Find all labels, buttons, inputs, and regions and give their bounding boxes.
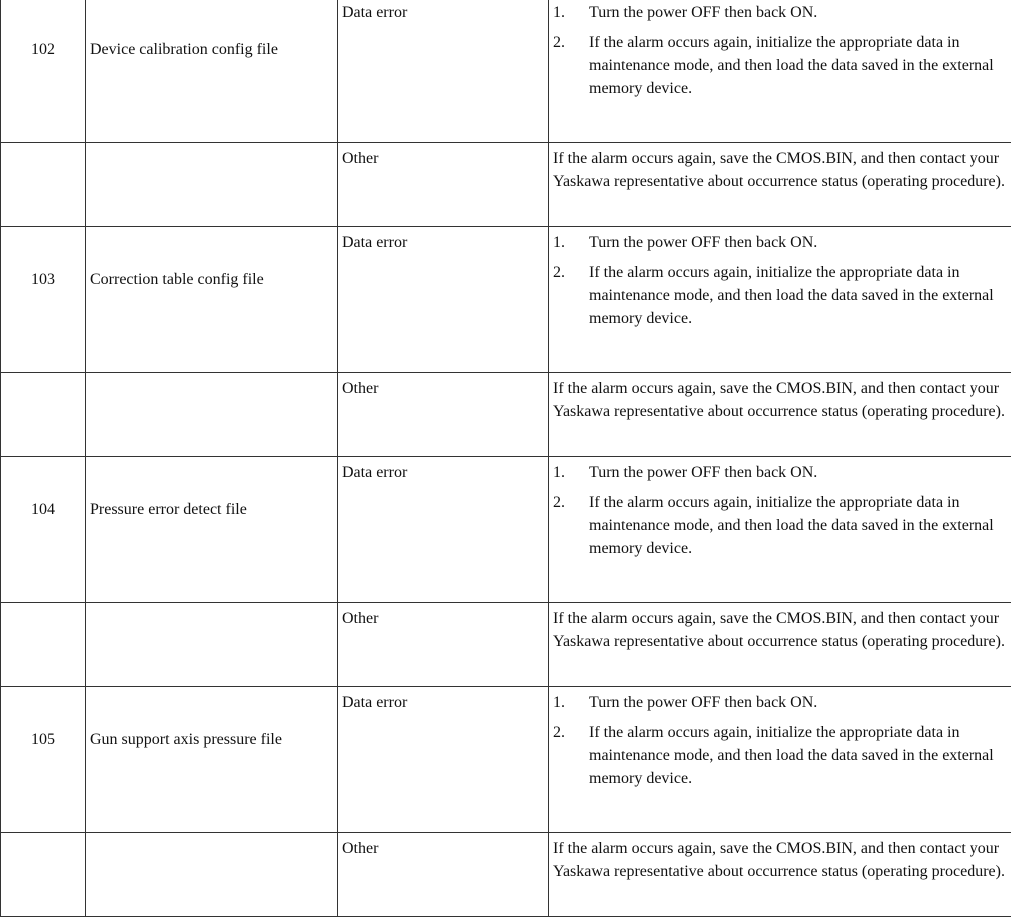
step-text: Turn the power OFF then back ON. xyxy=(589,691,1011,714)
empty-file-cell xyxy=(86,603,338,687)
step-number: 1. xyxy=(553,231,589,254)
step-text: Turn the power OFF then back ON. xyxy=(589,461,1011,484)
remedy-cell xyxy=(549,603,1011,687)
empty-file-cell xyxy=(86,143,338,227)
file-name-cell: Pressure error detect file xyxy=(86,457,338,603)
table-row xyxy=(1,457,1011,603)
empty-code-cell xyxy=(1,373,86,457)
file-name-cell: Correction table config file xyxy=(86,227,338,373)
remedy-text: If the alarm occurs again, save the CMOS.BIN, and then contact your Yaskawa representative about occurrence status (operating procedure). xyxy=(553,607,1011,653)
remedy-cell xyxy=(549,457,1011,603)
step-text: Turn the power OFF then back ON. xyxy=(589,231,1011,254)
list-item xyxy=(553,491,1011,560)
cause-cell: Data error xyxy=(338,227,549,373)
empty-code-cell xyxy=(1,833,86,917)
subcode-cell: 103 xyxy=(1,227,86,373)
cause-cell: Data error xyxy=(338,687,549,833)
list-item xyxy=(553,261,1011,330)
table-row xyxy=(1,603,1011,687)
step-number: 2. xyxy=(553,261,589,330)
remedy-steps xyxy=(553,231,1011,330)
cause-cell: Data error xyxy=(338,457,549,603)
subcode-cell: 105 xyxy=(1,687,86,833)
empty-file-cell xyxy=(86,833,338,917)
remedy-cell xyxy=(549,227,1011,373)
table-row xyxy=(1,143,1011,227)
list-item xyxy=(553,691,1011,714)
step-number: 1. xyxy=(553,1,589,24)
remedy-steps xyxy=(553,461,1011,560)
list-item xyxy=(553,1,1011,24)
cause-cell: Other xyxy=(338,603,549,687)
step-number: 1. xyxy=(553,691,589,714)
file-name-cell: Device calibration config file xyxy=(86,0,338,143)
table-row xyxy=(1,0,1011,143)
step-text: Turn the power OFF then back ON. xyxy=(589,1,1011,24)
cause-cell: Other xyxy=(338,143,549,227)
remedy-cell xyxy=(549,833,1011,917)
empty-code-cell xyxy=(1,143,86,227)
list-item xyxy=(553,31,1011,100)
step-text: If the alarm occurs again, initialize the appropriate data in maintenance mode, and then load the data saved in the external memory device. xyxy=(589,261,1011,330)
step-number: 1. xyxy=(553,461,589,484)
cause-cell: Data error xyxy=(338,0,549,143)
empty-code-cell xyxy=(1,603,86,687)
table-row xyxy=(1,373,1011,457)
step-number: 2. xyxy=(553,721,589,790)
table-row xyxy=(1,227,1011,373)
table-row xyxy=(1,687,1011,833)
cause-cell: Other xyxy=(338,833,549,917)
step-number: 2. xyxy=(553,31,589,100)
remedy-cell xyxy=(549,687,1011,833)
list-item xyxy=(553,231,1011,254)
subcode-cell: 102 xyxy=(1,0,86,143)
subcode-cell: 104 xyxy=(1,457,86,603)
file-name-cell: Gun support axis pressure file xyxy=(86,687,338,833)
empty-file-cell xyxy=(86,373,338,457)
table-row xyxy=(1,833,1011,917)
remedy-steps xyxy=(553,691,1011,790)
remedy-cell xyxy=(549,373,1011,457)
list-item xyxy=(553,461,1011,484)
step-text: If the alarm occurs again, initialize the appropriate data in maintenance mode, and then load the data saved in the external memory device. xyxy=(589,491,1011,560)
remedy-cell xyxy=(549,0,1011,143)
step-text: If the alarm occurs again, initialize the appropriate data in maintenance mode, and then load the data saved in the external memory device. xyxy=(589,31,1011,100)
list-item xyxy=(553,721,1011,790)
remedy-text: If the alarm occurs again, save the CMOS.BIN, and then contact your Yaskawa representative about occurrence status (operating procedure). xyxy=(553,147,1011,193)
remedy-steps xyxy=(553,1,1011,100)
step-text: If the alarm occurs again, initialize the appropriate data in maintenance mode, and then load the data saved in the external memory device. xyxy=(589,721,1011,790)
remedy-text: If the alarm occurs again, save the CMOS.BIN, and then contact your Yaskawa representative about occurrence status (operating procedure). xyxy=(553,837,1011,883)
remedy-cell xyxy=(549,143,1011,227)
remedy-text: If the alarm occurs again, save the CMOS.BIN, and then contact your Yaskawa representative about occurrence status (operating procedure). xyxy=(553,377,1011,423)
cause-cell: Other xyxy=(338,373,549,457)
step-number: 2. xyxy=(553,491,589,560)
